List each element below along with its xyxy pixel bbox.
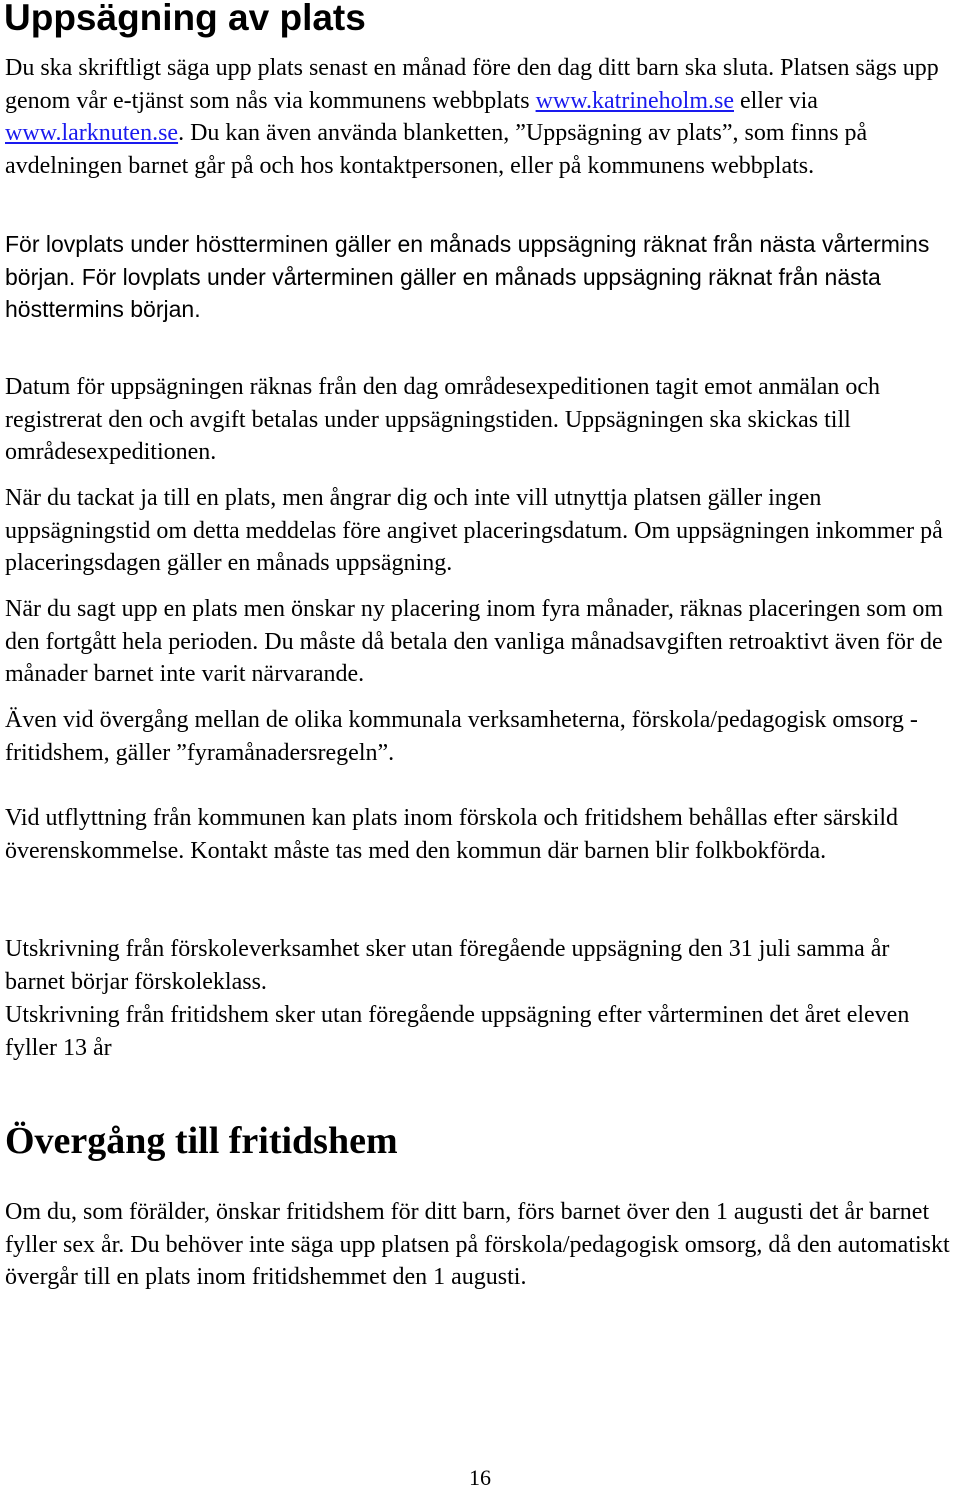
page-number: 16	[469, 1465, 491, 1490]
paragraph-utflyttning: Vid utflyttning från kommunen kan plats inom förskola och fritidshem behållas efter särskild överenskommelse. Kontakt måste tas med den kommun där barnen blir folkbokförda.	[5, 805, 899, 864]
paragraph-utskrivning-forskola: Utskrivning från förskoleverksamhet sker utan föregående uppsägning den 31 juli samma år barnet börjar förskoleklass.	[5, 936, 890, 995]
paragraph-intro	[5, 52, 955, 183]
paragraph-overgang: Även vid övergång mellan de olika kommunala verksamheterna, förskola/pedagogisk omsorg - fritidshem, gäller ”fyramånadersregeln”.	[5, 707, 918, 766]
paragraph-utskrivning-fritidshem: Utskrivning från fritidshem sker utan föregående uppsägning efter vårterminen det året eleven fyller 13 år	[5, 1002, 910, 1061]
intro-text-mid: eller via	[733, 87, 818, 114]
paragraph-tackat-ja: När du tackat ja till en plats, men ångrar dig och inte vill utnyttja platsen gäller ingen uppsägningstid om detta meddelas före angivet placeringsdatum. Om uppsägningen inkommer på placeringsdagen gäller en månads uppsägning.	[5, 485, 943, 577]
intro-text-post: . Du kan även använda blanketten, ”Uppsägning av plats”, som finns på avdelningen barnet går på och hos kontaktpersonen, eller på kommunens webbplats.	[5, 120, 868, 180]
link-katrineholm[interactable]: www.katrineholm.se	[535, 87, 734, 114]
intro-text-pre: Du ska skriftligt säga upp plats senast en månad före den dag ditt barn ska sluta. Platsen sägs upp genom vår e-tjänst som nås via kommunens webbplats	[5, 55, 939, 114]
paragraph-lovplats: För lovplats under höstterminen gäller en månads uppsägning räknat från nästa vårtermins början. För lovplats under vårterminen gäller en månads uppsägning räknat från nästa hösttermins början.	[5, 231, 930, 323]
section-title-uppsagning: Uppsägning av plats	[4, 0, 366, 38]
paragraph-datum: Datum för uppsägningen räknas från den dag områdesexpeditionen tagit emot anmälan och registrerat den och avgift betalas under uppsägningstiden. Uppsägningen ska skickas till områdesexpeditionen.	[5, 374, 881, 466]
link-larknuten[interactable]: www.larknuten.se	[5, 120, 179, 147]
section-title-overgang: Övergång till fritidshem	[5, 1120, 398, 1162]
paragraph-ny-placering: När du sagt upp en plats men önskar ny placering inom fyra månader, räknas placeringen som om den fortgått hela perioden. Du måste då betala den vanliga månadsavgiften retroaktivt även för de månader barnet inte varit närvarande.	[5, 596, 944, 688]
paragraph-fritidshem: Om du, som förälder, önskar fritidshem för ditt barn, förs barnet över den 1 augusti det år barnet fyller sex år. Du behöver inte säga upp platsen på förskola/pedagogisk omsorg, då den automatiskt övergår till en plats inom fritidshemmet den 1 augusti.	[5, 1199, 950, 1291]
